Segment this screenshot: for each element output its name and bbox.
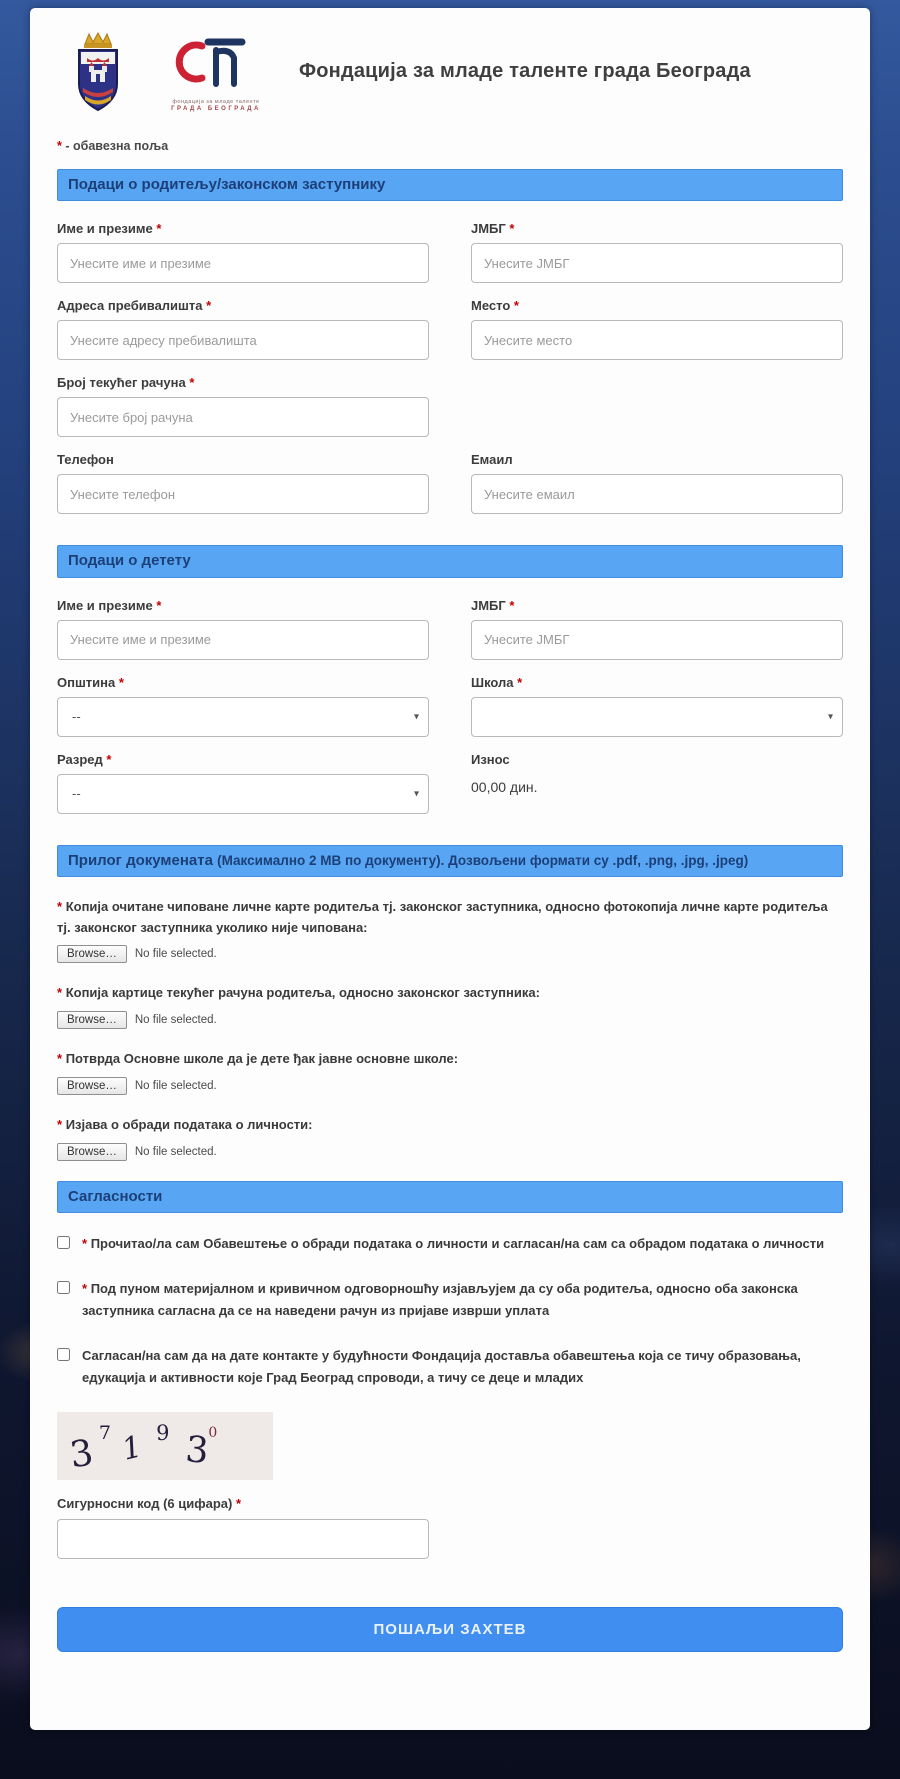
parent-city-label: Место * (471, 298, 519, 314)
security-code-label: Сигурносни код (6 цифара) * (57, 1496, 242, 1512)
consent-checkbox[interactable] (57, 1281, 70, 1294)
foundation-logo-icon (168, 34, 264, 92)
browse-button[interactable]: Browse… (57, 1077, 127, 1095)
browse-button[interactable]: Browse… (57, 945, 127, 963)
parent-name-label: Име и презиме * (57, 221, 162, 237)
file-status-text: No file selected. (134, 1145, 217, 1158)
chevron-down-icon: ▾ (827, 711, 833, 722)
parent-account-input[interactable] (57, 397, 429, 437)
child-jmbg-input[interactable] (471, 620, 843, 660)
parent-phone-label: Телефон (57, 452, 114, 468)
parent-address-input[interactable] (57, 320, 429, 360)
file-item-privacy-statement (57, 1115, 843, 1161)
captcha-digit: 3 (67, 1432, 96, 1477)
school-label: Школа * (471, 674, 523, 690)
consent-text: Сагласан/на сам да на дате контакте у будућности Фондација доставља обавештења која се тичу образовања, едукација и активности које Град Београд спроводи, а тичу се деце и младих (82, 1348, 801, 1385)
section-header-child: Подаци о детету (57, 545, 843, 577)
parent-phone-input[interactable] (57, 474, 429, 514)
municipality-select[interactable]: -- ▾ (57, 697, 429, 737)
captcha-digit: 3 (184, 1429, 211, 1473)
submit-button[interactable]: ПОШАЉИ ЗАХТЕВ (57, 1607, 843, 1652)
file-item-id-card (57, 897, 843, 964)
file-item-label: * Копија картице текућег рачуна родитеља, односно законског заступника: (57, 985, 540, 1001)
municipality-label: Општина * (57, 674, 124, 690)
browse-button[interactable]: Browse… (57, 1011, 127, 1029)
form-card (30, 8, 870, 1730)
captcha-digit: 7 (98, 1421, 111, 1444)
section-header-parent: Подаци о родитељу/законском заступнику (57, 169, 843, 201)
consent-item-payment (57, 1278, 843, 1321)
file-item-label: * Потврда Основне школе да је дете ђак јавне основне школе: (57, 1051, 459, 1067)
section-header-consents: Сагласности (57, 1181, 843, 1213)
amount-label: Износ (471, 751, 510, 767)
consent-checkbox[interactable] (57, 1348, 70, 1361)
file-status-text: No file selected. (134, 1014, 217, 1027)
consent-checkbox[interactable] (57, 1236, 70, 1249)
captcha-image (57, 1412, 273, 1480)
foundation-logo (157, 34, 275, 112)
file-item-bank-card (57, 983, 843, 1029)
parent-city-input[interactable] (471, 320, 843, 360)
header (57, 30, 843, 119)
captcha-digit: 1 (118, 1429, 146, 1468)
file-item-school-certificate (57, 1049, 843, 1095)
file-status-text: No file selected. (134, 1079, 217, 1092)
parent-jmbg-label: ЈМБГ * (471, 221, 515, 237)
parent-email-label: Емаил (471, 452, 513, 468)
consent-item-notifications (57, 1345, 843, 1388)
child-jmbg-label: ЈМБГ * (471, 597, 515, 613)
section-header-documents: Прилог докумената (Максимално 2 MB по документу). Дозвољени формати су .pdf, .png, .jpg, .jpeg) (57, 845, 843, 877)
parent-address-label: Адреса пребивалишта * (57, 298, 212, 314)
page-title: Фондација за младе таленте града Београда (299, 60, 751, 82)
amount-value: 00,00 дин. (471, 778, 538, 795)
consent-item-privacy (57, 1233, 843, 1254)
required-fields-note: * - обавезна поља (57, 139, 169, 153)
captcha-digit: 0 (208, 1425, 218, 1442)
parent-jmbg-input[interactable] (471, 243, 843, 283)
consent-text: * Под пуном материјалном и кривичном одговорношћу изјављујем да су оба родитеља, односно оба законска заступника сагласна да се на наведени рачун из пријаве изврши уплата (82, 1281, 798, 1318)
captcha-digit: 9 (156, 1420, 170, 1445)
belgrade-coat-of-arms-icon (71, 32, 125, 119)
file-item-label: * Изјава о обради података о личности: (57, 1116, 313, 1132)
parent-account-label: Број текућег рачуна * (57, 375, 195, 391)
child-name-label: Име и презиме * (57, 597, 162, 613)
foundation-logo-caption: фондација за младе таленте (172, 99, 260, 105)
grade-select[interactable]: -- ▾ (57, 774, 429, 814)
consent-text: * Прочитао/ла сам Обавештење о обради података о личности и сагласан/на сам са обрадом података о личности (82, 1235, 825, 1251)
browse-button[interactable]: Browse… (57, 1143, 127, 1161)
chevron-down-icon: ▾ (413, 711, 419, 722)
file-status-text: No file selected. (134, 948, 217, 961)
security-code-input[interactable] (57, 1519, 429, 1559)
child-name-input[interactable] (57, 620, 429, 660)
grade-label: Разред * (57, 751, 112, 767)
school-select[interactable] (471, 697, 843, 737)
parent-name-input[interactable] (57, 243, 429, 283)
chevron-down-icon: ▾ (413, 788, 419, 799)
parent-email-input[interactable] (471, 474, 843, 514)
foundation-logo-caption-2: ГРАДА БЕОГРАДА (171, 106, 261, 112)
file-item-label: * Копија очитане чиповане личне карте родитеља тј. законског заступника, односно фотокопија личне карте родитеља тј. законског заступника уколико није чипована: (57, 898, 828, 935)
